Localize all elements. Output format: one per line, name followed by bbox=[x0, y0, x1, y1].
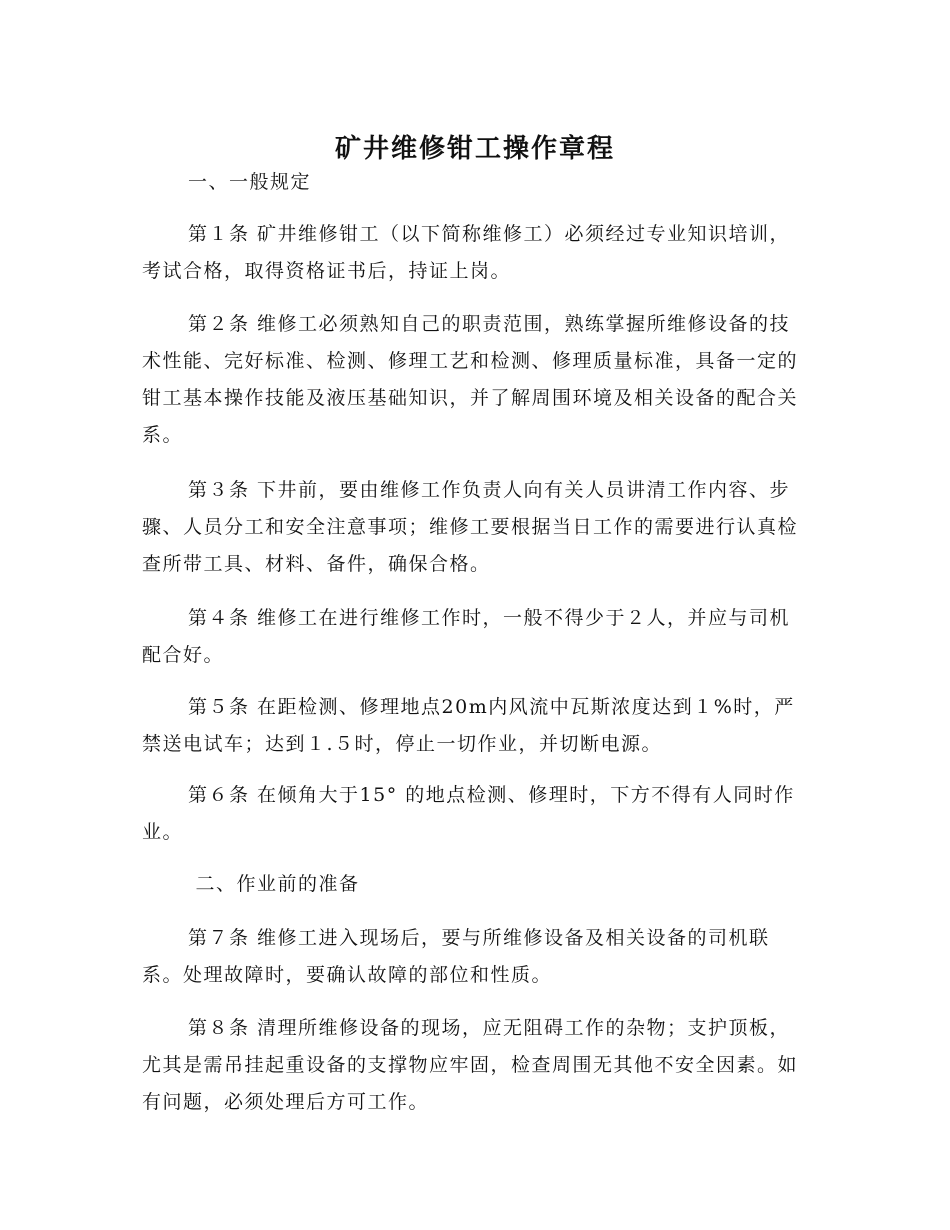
article-5: 第５条 在距检测、修理地点20m内风流中瓦斯浓度达到１%时，严禁送电试车；达到１.５时，停止一切作业，并切断电源。 bbox=[142, 696, 795, 755]
article-3: 第３条 下井前，要由维修工作负责人向有关人员讲清工作内容、步骤、人员分工和安全注意事项；维修工要根据当日工作的需要进行认真检查所带工具、材料、备件，确保合格。 bbox=[142, 479, 799, 575]
document-title: 矿井维修钳工操作章程 bbox=[334, 134, 615, 165]
article-2: 第２条 维修工必须熟知自己的职责范围，熟练掌握所维修设备的技术性能、完好标准、检测、修理工艺和检测、修理质量标准，具备一定的钳工基本操作技能及液压基础知识，并了解周围环境及相关设备的配合关系。 bbox=[142, 313, 799, 446]
section-heading-preparation: 二、作业前的准备 bbox=[188, 873, 360, 895]
article-6: 第６条 在倾角大于15° 的地点检测、修理时，下方不得有人同时作业。 bbox=[142, 784, 795, 843]
article-7: 第７条 维修工进入现场后，要与所维修设备及相关设备的司机联系。处理故障时，要确认故障的部位和性质。 bbox=[142, 927, 770, 986]
article-4: 第４条 维修工在进行维修工作时，一般不得少于２人，并应与司机配合好。 bbox=[142, 607, 791, 666]
section-heading-general: 一、一般规定 bbox=[188, 171, 312, 193]
article-8: 第８条 清理所维修设备的现场，应无阻碍工作的杂物；支护顶板，尤其是需吊挂起重设备的支撑物应牢固，检查周围无其他不安全因素。如有问题，必须处理后方可工作。 bbox=[142, 1017, 799, 1113]
article-1: 第１条 矿井维修钳工（以下简称维修工）必须经过专业知识培训，考试合格，取得资格证书后，持证上岗。 bbox=[142, 223, 791, 282]
